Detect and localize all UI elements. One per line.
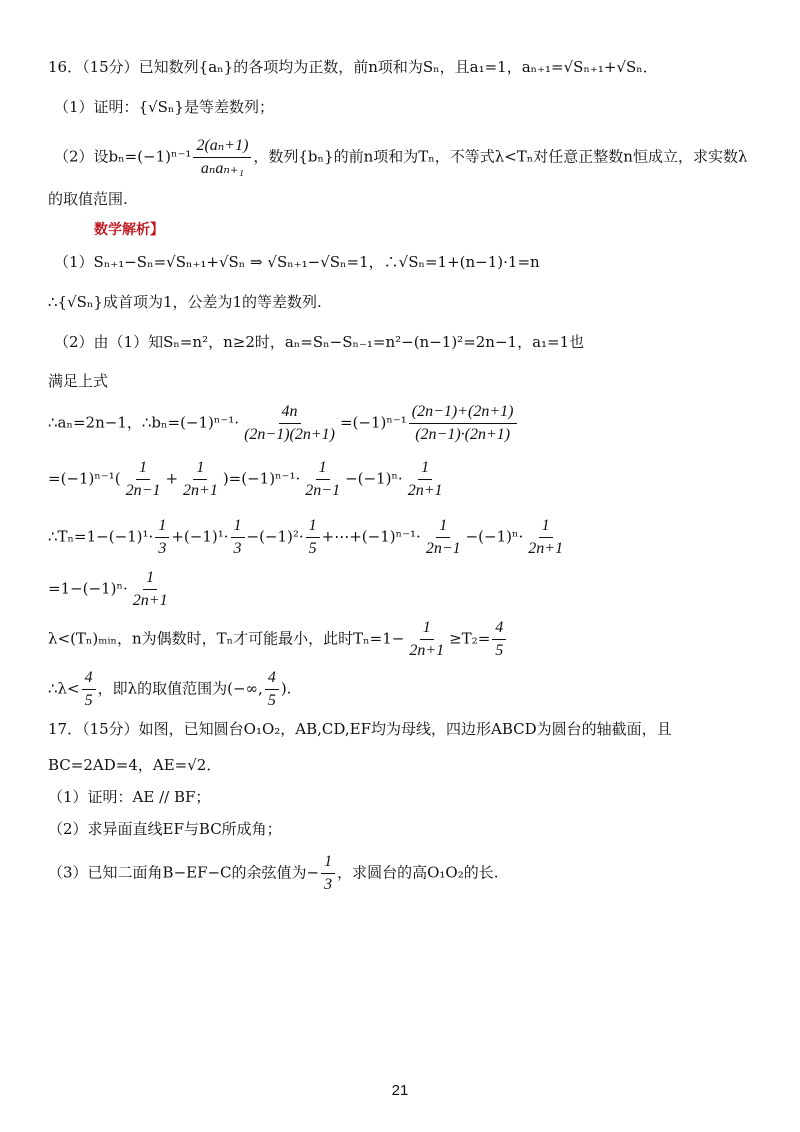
q17-part3-frac-num: 1: [321, 852, 335, 874]
s7-fraction-5: [525, 516, 566, 559]
q16-stem: [48, 58, 658, 77]
q16-part2-tail: [48, 190, 128, 209]
q17-part3-frac-den: 3: [324, 876, 333, 893]
page-number: 21: [391, 1082, 409, 1099]
q16-part1: [54, 98, 274, 117]
s9-text-b: ≥T₂=: [449, 629, 491, 648]
s5-text-a: ∴aₙ=2n−1，∴bₙ=(−1)ⁿ⁻¹·: [48, 413, 240, 432]
q16-part2-frac-num: 2(aₙ+1): [193, 136, 251, 158]
s6-fraction-4: [405, 458, 446, 501]
s7-text-a: ∴Tₙ=1−(−1)¹·: [48, 527, 154, 546]
s8-f-den: 2n+1: [132, 592, 168, 609]
solution-step-2: ∴{√Sₙ}成首项为1，公差为1的等差数列.: [48, 293, 322, 311]
s7-f1-den: 3: [158, 540, 167, 557]
s7-text-c: −(−1)²·: [246, 527, 304, 546]
s6-f3-den: 2n−1: [305, 482, 341, 499]
s6-f1-num: 1: [136, 458, 150, 480]
s6-f1-den: 2n−1: [125, 482, 161, 499]
s6-text-b: )=(−1)ⁿ⁻¹·: [222, 469, 301, 488]
s5-f2-den: (2n−1)·(2n+1): [415, 426, 511, 443]
s6-f4-num: 1: [418, 458, 432, 480]
s6-fraction-2: [180, 458, 221, 501]
s10-f1-den: 5: [84, 692, 93, 709]
q17-part3: [48, 852, 499, 895]
q16-part2-frac-den: aₙaₙ₊₁: [200, 160, 244, 177]
q16-part2-tail-text: 的取值范围.: [48, 190, 128, 208]
s10-fraction-1: [82, 668, 96, 711]
s9-fraction-2: [492, 618, 506, 661]
s9-f2-num: 4: [492, 618, 506, 640]
q17-part3-pre: （3）已知二面角B−EF−C的余弦值为−: [48, 863, 320, 882]
s7-fraction-1: [155, 516, 169, 559]
s9-f1-den: 2n+1: [409, 642, 445, 659]
s6-f2-den: 2n+1: [183, 482, 218, 499]
s9-f2-den: 5: [495, 642, 504, 659]
s10-f2-num: 4: [265, 668, 279, 690]
s6-fraction-1: [123, 458, 164, 501]
s5-f1-den: (2n−1)(2n+1): [244, 426, 335, 443]
q17-stem-2: BC=2AD=4，AE=√2．: [48, 756, 222, 774]
s10-fraction-2: [265, 668, 279, 711]
s6-f4-den: 2n+1: [407, 482, 443, 499]
s7-f5-num: 1: [539, 516, 553, 538]
s6-f3-num: 1: [316, 458, 330, 480]
s10-text-c: ).: [280, 679, 292, 698]
s7-f3-den: 5: [308, 540, 317, 557]
q16-part2: [54, 136, 747, 179]
s7-text-b: +(−1)¹·: [171, 527, 229, 546]
solution-heading: 数学解析】: [94, 222, 164, 238]
s7-f3-num: 1: [306, 516, 320, 538]
q16-part2-post: ，数列{bₙ}的前n项和为Tₙ，不等式λ<Tₙ对任意正整数n恒成立，求实数λ: [253, 147, 748, 166]
s5-text-b: =(−1)ⁿ⁻¹: [339, 413, 407, 432]
q16-part2-pre: （2）设bₙ=(−1)ⁿ⁻¹: [54, 147, 192, 166]
s7-fraction-3: [306, 516, 320, 559]
solution-step-1: （1）Sₙ₊₁−Sₙ=√Sₙ₊₁+√Sₙ ⇒ √Sₙ₊₁−√Sₙ=1，∴√Sₙ=1+(n−1)·1=n: [54, 253, 540, 271]
s7-f4-den: 2n−1: [425, 540, 461, 557]
solution-step-8: [48, 568, 173, 611]
s7-text-d: +⋯+(−1)ⁿ⁻¹·: [321, 527, 421, 546]
q17-part3-fraction: [321, 852, 335, 895]
s5-fraction-1: [241, 402, 338, 445]
q17-part3-post: ，求圆台的高O₁O₂的长.: [337, 863, 499, 882]
q17-stem-1: 17．（15分）如图，已知圆台O₁O₂，AB,CD,EF均为母线，四边形ABCD为圆台的轴截面，且: [48, 720, 672, 738]
solution-step-9: [48, 618, 508, 661]
s6-f2-num: 1: [193, 458, 207, 480]
s6-plus: +: [165, 469, 179, 488]
s10-text-a: ∴λ<: [48, 679, 80, 698]
q17-part1: （1）证明：AE // BF；: [48, 788, 211, 806]
s10-f1-num: 4: [82, 668, 96, 690]
s9-text-a: λ<(Tₙ)ₘᵢₙ，n为偶数时，Tₙ才可能最小，此时Tₙ=1−: [48, 629, 405, 648]
s7-f1-num: 1: [155, 516, 169, 538]
q16-part1-text: （1）证明：{√Sₙ}是等差数列；: [54, 98, 274, 116]
s9-fraction-1: [406, 618, 447, 661]
s8-text-a: =1−(−1)ⁿ·: [48, 579, 128, 598]
q17-part2: （2）求异面直线EF与BC所成角；: [48, 820, 282, 838]
s9-f1-num: 1: [420, 618, 434, 640]
s5-f2-num: (2n−1)+(2n+1): [409, 402, 517, 424]
s6-fraction-3: [302, 458, 343, 501]
s7-text-e: −(−1)ⁿ·: [465, 527, 524, 546]
s7-f2-num: 1: [231, 516, 245, 538]
s10-f2-den: 5: [267, 692, 276, 709]
s6-text-a: =(−1)ⁿ⁻¹(: [48, 469, 121, 488]
s7-f4-num: 1: [436, 516, 450, 538]
s5-fraction-2: [409, 402, 517, 445]
s6-text-c: −(−1)ⁿ·: [345, 469, 403, 488]
solution-step-10: [48, 668, 291, 711]
s8-fraction: [130, 568, 171, 611]
s7-f5-den: 2n+1: [528, 540, 564, 557]
solution-step-4: 满足上式: [48, 372, 109, 390]
solution-step-3: （2）由（1）知Sₙ=n²，n≥2时，aₙ=Sₙ−Sₙ₋₁=n²−(n−1)²=2n−1，a₁=1也: [54, 333, 585, 351]
s8-f-num: 1: [143, 568, 157, 590]
s5-f1-num: 4n: [279, 402, 301, 424]
s7-fraction-4: [423, 516, 464, 559]
q16-part2-fraction: [193, 136, 251, 179]
s7-f2-den: 3: [233, 540, 242, 557]
solution-step-5: [48, 402, 519, 445]
solution-step-7: [48, 516, 568, 559]
solution-step-6: [48, 458, 448, 501]
s10-text-b: ，即λ的取值范围为(−∞,: [97, 679, 263, 698]
s7-fraction-2: [231, 516, 245, 559]
q16-stem-text: 16．（15分）已知数列{aₙ}的各项均为正数，前n项和为Sₙ，且a₁=1，aₙ₊₁=√Sₙ₊₁+√Sₙ．: [48, 58, 658, 76]
